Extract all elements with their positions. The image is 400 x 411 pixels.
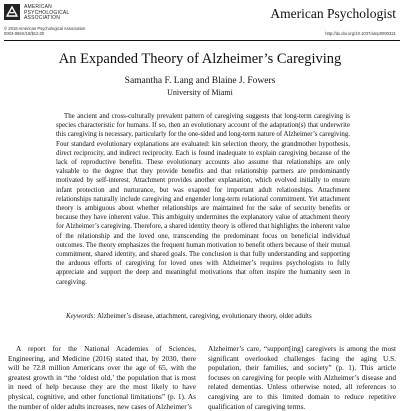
keywords-list: Alzheimer’s disease, attachment, caregiving, evolutionary theory, older adults bbox=[96, 313, 312, 320]
publisher-name: AMERICAN PSYCHOLOGICAL ASSOCIATION bbox=[24, 4, 70, 22]
journal-title: American Psychologist bbox=[270, 6, 396, 21]
keywords bbox=[66, 312, 352, 321]
apa-logo-icon bbox=[4, 4, 20, 20]
abstract: The ancient and cross-culturally prevalent pattern of caregiving suggests that long-term caregiving is species characteristic for humans. If so, then an evolutionary account of the adaptation(s) that underwrite this caregiving is necessary, particularly for the one-sided and long-term nature of Alzheimer’s caregiving. Four standard evolutionary explanations are evaluated: kin selection theory, the grandmother hypothesis, direct reciprocity, and indirect reciprocity. Each is found inadequate to explain caregiving because of the lack of reproductive benefits. These evolutionary accounts also assume that relationships are only valuable to the degree that they provide benefits and that relationship partners are predominantly motivated by self-interest. Attachment provides another explanation, which evolved initially to ensure infant protection and nurturance, but was exapted for important adult relationships. Attachment relationships naturally include caregiving and engender long-term relational commitment. Yet attachment theory is ambiguous about whether relationships are maintained for the sake of security benefits or because they have inherent value. This ambiguity undermines the explanatory value of attachment theory for Alzheimer’s caregiving. Therefore, a shared identity theory is offered that highlights the inherent value of the relationship and the loved one, transcending the predominant focus on beneficial individual outcomes. The theory emphasizes the frequent human motivation to benefit others because of their mutual commitment, shared identity, and shared goals. The conclusion is that fully understanding and supporting the arduous efforts of caregiving for loved ones with Alzheimer’s requires psychologists to fully appreciate and support the deep and meaningful motivations that often inspire the humanity seen in caregiving. bbox=[56, 113, 350, 286]
copyright-info: © 2018 American Psychological Association 0003-066X/18/$12.00 bbox=[4, 26, 86, 36]
body-column-left: A report for the National Academies of Sciences, Engineering, and Medicine (2016) stated that, by 2030, there will be 72.8 million Americans over the age of 65, with the greatest growth in “the ‘oldest old,’ the population that is most in need of help because they are the most likely to have physical, cognitive, and other functional limitations” (p. 1). As the number of older adults increases, new cases of Alzheimer’s bbox=[8, 344, 196, 411]
header-rule bbox=[4, 40, 400, 41]
doi-link[interactable]: http://dx.doi.org/10.1037/amp0000321 bbox=[325, 31, 396, 36]
article-authors: Samantha F. Lang and Blaine J. Fowers bbox=[124, 76, 276, 86]
journal-header bbox=[4, 4, 396, 38]
article-title: An Expanded Theory of Alzheimer’s Caregiving bbox=[58, 51, 342, 67]
author-affiliation: University of Miami bbox=[167, 88, 233, 97]
body-column-right: Alzheimer’s care, “support[ing] caregivers is among the most significant overlooked challenges facing the aging U.S. population, their families, and society” (p. 1). This article focuses on caregiving for people with Alzheimer’s disease and related dementias. Unless otherwise noted, all references to caregiving are to this limited domain to reduce repetitive qualification of caregiving terms. bbox=[208, 344, 396, 411]
keywords-label: Keywords: bbox=[66, 313, 96, 320]
